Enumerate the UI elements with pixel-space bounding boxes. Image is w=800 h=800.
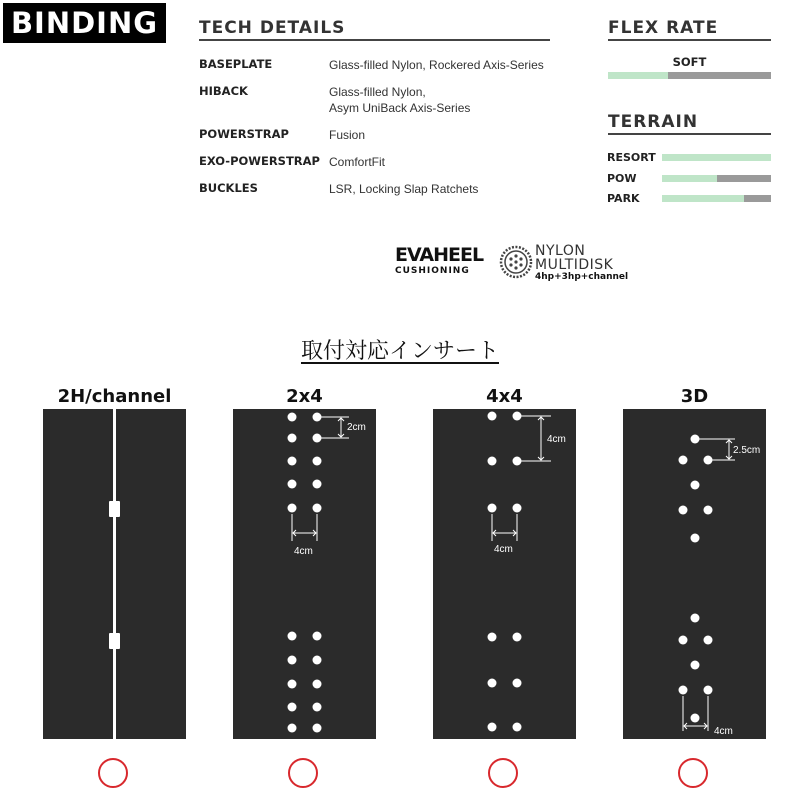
column-title-2x4: 2x4 (286, 386, 323, 407)
insert-panel-2h-channel (43, 409, 186, 739)
insert-hole (313, 632, 322, 641)
compatible-mark-icon (488, 758, 518, 788)
flex-rate-title: FLEX RATE (608, 18, 719, 38)
insert-hole (691, 481, 700, 490)
insert-hole (704, 506, 713, 515)
insert-hole (313, 504, 322, 513)
insert-hole (288, 656, 297, 665)
tech-details-rule (199, 39, 550, 41)
spec-value-hiback: Glass-filled Nylon, (329, 85, 426, 99)
terrain-bar-pow (662, 175, 771, 182)
insert-hole (679, 686, 688, 695)
insert-hole (691, 714, 700, 723)
nylon-logo-line1: NYLON (535, 243, 586, 259)
spec-label-powerstrap: POWERSTRAP (199, 127, 289, 141)
flex-rate-rule (608, 39, 771, 41)
channel-insert (109, 633, 120, 649)
insert-panel-3d (623, 409, 766, 739)
spec-value-baseplate: Glass-filled Nylon, Rockered Axis-Series (329, 58, 544, 72)
binding-badge: BINDING (3, 3, 166, 43)
compatible-mark-icon (98, 758, 128, 788)
insert-hole (288, 724, 297, 733)
insert-hole (679, 506, 688, 515)
dimension-label-3d-horizontal: 4cm (714, 726, 733, 737)
nylon-logo-subtext: 4hp+3hp+channel (535, 272, 629, 282)
spec-value-hiback-line2: Asym UniBack Axis-Series (329, 101, 471, 115)
insert-hole (288, 632, 297, 641)
terrain-bar-fill-park (662, 195, 744, 202)
insert-hole (288, 480, 297, 489)
spec-value-exo-powerstrap: ComfortFit (329, 155, 386, 169)
insert-hole (488, 633, 497, 642)
insert-hole (513, 633, 522, 642)
insert-hole (488, 504, 497, 513)
spec-label-buckles: BUCKLES (199, 181, 258, 195)
column-title-3d: 3D (680, 386, 709, 407)
terrain-label-resort: RESORT (607, 151, 656, 164)
dimension-label-2x4-horizontal: 4cm (294, 546, 313, 557)
terrain-bar-resort (662, 154, 771, 161)
insert-hole (313, 724, 322, 733)
terrain-title: TERRAIN (608, 112, 699, 132)
insert-hole (513, 723, 522, 732)
insert-hole (288, 413, 297, 422)
eva-heel-logo-text: EVAHEEL (395, 244, 484, 266)
eva-heel-logo-subtext: CUSHIONING (395, 266, 470, 276)
terrain-label-pow: POW (607, 172, 637, 185)
spec-value-buckles: LSR, Locking Slap Ratchets (329, 182, 479, 196)
insert-hole (288, 680, 297, 689)
insert-hole (488, 412, 497, 421)
dimension-lines-4x4 (492, 416, 551, 541)
insert-hole (488, 679, 497, 688)
insert-hole (691, 614, 700, 623)
compatible-mark-icon (678, 758, 708, 788)
insert-hole (313, 457, 322, 466)
insert-hole (288, 703, 297, 712)
insert-compatibility-title: 取付対応インサート (300, 339, 499, 364)
dimension-label-4x4-vertical: 4cm (547, 434, 566, 445)
terrain-bar-park (662, 195, 771, 202)
terrain-label-park: PARK (607, 192, 640, 205)
insert-hole (691, 661, 700, 670)
insert-panel-4x4 (433, 409, 576, 739)
spec-label-hiback: HIBACK (199, 84, 248, 98)
channel-insert (109, 501, 120, 517)
terrain-bar-fill-resort (662, 154, 771, 161)
nylon-logo-line2: MULTIDISK (535, 257, 614, 273)
insert-hole (313, 480, 322, 489)
compatible-mark-icon (288, 758, 318, 788)
flex-rate-bar-fill (608, 72, 668, 79)
insert-hole (679, 636, 688, 645)
spec-label-exo-powerstrap: EXO-POWERSTRAP (199, 154, 320, 168)
flex-rate-bar (608, 72, 771, 79)
eva-heel-logo (395, 244, 484, 276)
insert-hole (679, 456, 688, 465)
spec-label-baseplate: BASEPLATE (199, 57, 273, 71)
insert-hole (288, 434, 297, 443)
insert-hole (488, 457, 497, 466)
insert-hole (288, 457, 297, 466)
terrain-rule (608, 133, 771, 135)
nylon-multidisk-emblem-icon (499, 245, 533, 279)
insert-hole (704, 686, 713, 695)
dimension-label-3d-vertical: 2.5cm (733, 445, 761, 456)
insert-hole (313, 656, 322, 665)
spec-value-powerstrap: Fusion (329, 128, 366, 142)
insert-hole (704, 636, 713, 645)
insert-hole (513, 679, 522, 688)
insert-hole (513, 504, 522, 513)
dimension-label-2x4-vertical: 2cm (347, 422, 366, 433)
insert-panel-2x4 (233, 409, 376, 739)
tech-details-title: TECH DETAILS (199, 18, 346, 38)
nylon-multidisk-logo (535, 244, 628, 282)
column-title-4x4: 4x4 (486, 386, 523, 407)
flex-value-label: SOFT (672, 55, 707, 69)
insert-hole (313, 703, 322, 712)
insert-hole (488, 723, 497, 732)
insert-hole (313, 680, 322, 689)
column-title-2h-channel: 2H/channel (57, 386, 172, 407)
insert-hole (288, 504, 297, 513)
insert-hole (691, 534, 700, 543)
channel-slot (113, 409, 116, 739)
dimension-label-4x4-horizontal: 4cm (494, 544, 513, 555)
terrain-bar-fill-pow (662, 175, 717, 182)
